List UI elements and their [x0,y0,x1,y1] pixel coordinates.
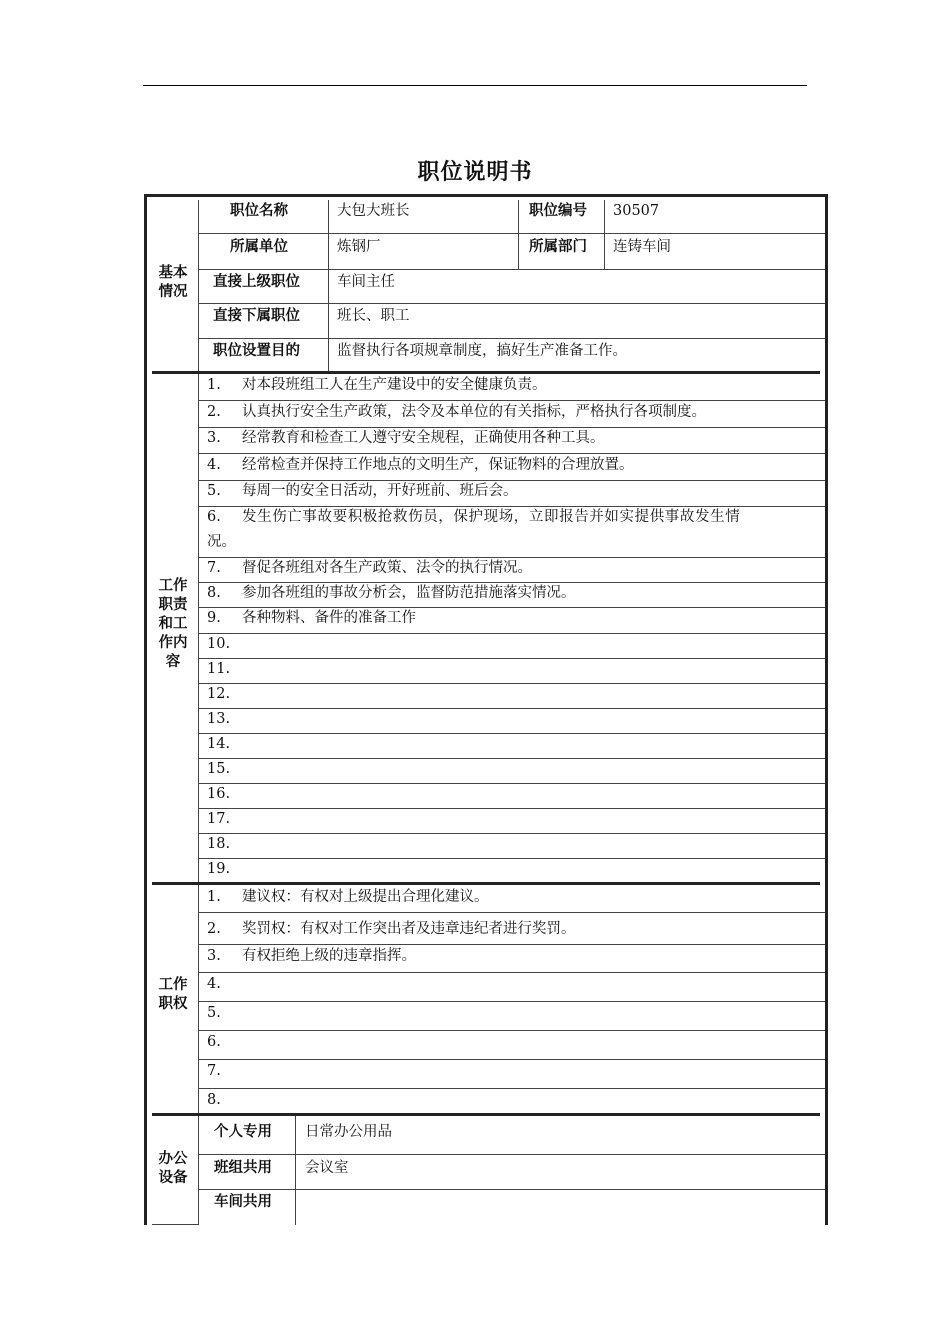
row-divider [198,808,825,809]
unit-value: 炼钢厂 [337,239,381,255]
duty-item [207,634,242,654]
position-name-label: 职位名称 [230,203,288,219]
duty-number: 16. [207,786,231,802]
duty-number: 19. [207,861,231,877]
duty-text: 发生伤亡事故要积极抢救伤员，保护现场，立即报告并如实提供事故发生情 [242,509,741,525]
duty-number: 13. [207,711,231,727]
duty-text-continued: 况。 [207,534,236,550]
table-top-border [144,194,828,197]
duty-text: 对本段班组工人在生产建设中的安全健康负责。 [242,377,547,393]
row-divider [198,303,825,304]
authority-number: 7. [207,1063,221,1079]
column-divider [604,200,605,269]
section-divider [152,882,820,885]
row-divider [198,633,825,634]
row-divider [198,1001,825,1002]
section-office-label: 办公 设备 [158,1151,188,1186]
unit-label: 所属单位 [230,239,288,255]
personal-label: 个人专用 [214,1124,272,1140]
row-divider [198,338,825,339]
authority-item [207,1061,242,1081]
row-divider [198,972,825,973]
duty-number: 11. [207,661,231,677]
duty-item [207,402,706,422]
authority-item [207,1032,242,1052]
duty-text: 认真执行安全生产政策，法令及本单位的有关指标，严格执行各项制度。 [242,404,706,420]
authority-text: 有权拒绝上级的违章指挥。 [242,948,416,964]
duty-text: 每周一的安全日活动，开好班前、班后会。 [242,483,518,499]
authority-number: 6. [207,1034,221,1050]
authority-number: 8. [207,1092,221,1108]
authority-item [207,974,242,994]
section-basic-label: 基本 情况 [158,265,188,300]
team-label: 班组共用 [214,1160,272,1176]
authority-item [207,1090,242,1110]
duty-number: 12. [207,686,231,702]
duty-number: 2. [207,404,221,420]
duty-item [207,608,416,628]
duty-number: 1. [207,377,221,393]
row-divider [198,912,825,913]
column-divider [518,200,519,269]
duty-item [207,507,740,527]
authority-item [207,946,416,966]
section-column-divider [198,200,199,1225]
duty-number: 4. [207,457,221,473]
row-divider [198,658,825,659]
column-divider [295,1116,296,1225]
row-divider [198,233,825,234]
duty-item [207,481,518,501]
row-divider [198,269,825,270]
table-right-border [825,194,828,1225]
duty-item [207,659,242,679]
row-divider [198,708,825,709]
duty-item [207,734,242,754]
row-divider [198,733,825,734]
duty-number: 5. [207,483,221,499]
superior-label: 直接上级职位 [213,274,300,290]
duty-text: 督促各班组对各生产政策、法令的执行情况。 [242,560,532,576]
duty-number: 10. [207,636,231,652]
duty-number: 8. [207,585,221,601]
table-left-border [144,194,147,1225]
authority-text: 奖罚权：有权对工作突出者及违章违纪者进行奖罚。 [242,921,576,937]
row-divider [198,944,825,945]
authority-number: 1. [207,889,221,905]
duty-number: 17. [207,811,231,827]
duty-item [207,834,242,854]
duty-number: 6. [207,509,221,525]
position-name-value: 大包大班长 [337,203,410,219]
row-divider [198,1154,825,1155]
page-title: 职位说明书 [417,160,533,185]
header-rule [143,85,807,86]
duty-item [207,709,242,729]
duty-item [207,455,634,475]
duty-item [207,375,547,395]
row-divider [198,758,825,759]
duty-item [207,784,242,804]
purpose-label: 职位设置目的 [213,343,300,359]
subordinate-label: 直接下属职位 [213,308,300,324]
duty-item [207,859,242,879]
superior-value: 车间主任 [337,274,395,290]
duty-number: 7. [207,560,221,576]
dept-label: 所属部门 [529,239,587,255]
duty-text: 经常检查并保持工作地点的文明生产，保证物料的合理放置。 [242,457,634,473]
row-divider [198,1189,825,1190]
authority-item [207,919,576,939]
section-authority-label: 工作 职权 [158,977,188,1012]
duty-number: 18. [207,836,231,852]
duty-text: 参加各班组的事故分析会，监督防范措施落实情况。 [242,585,576,601]
purpose-value: 监督执行各项规章制度，搞好生产准备工作。 [337,343,627,359]
duty-number: 3. [207,430,221,446]
duty-number: 15. [207,761,231,777]
duty-item [207,428,605,448]
dept-value: 连铸车间 [613,239,671,255]
authority-number: 5. [207,1005,221,1021]
duty-item [207,558,532,578]
authority-item [207,1003,242,1023]
position-no-label: 职位编号 [529,203,587,219]
authority-number: 2. [207,921,221,937]
section-duties-label: 工作 职责 和工 作内 容 [158,578,188,670]
duty-item [207,759,242,779]
row-divider [198,1030,825,1031]
duty-item [207,809,242,829]
workshop-label: 车间共用 [214,1194,272,1210]
row-divider [198,683,825,684]
personal-value: 日常办公用品 [305,1124,392,1140]
authority-number: 3. [207,948,221,964]
duty-item [207,684,242,704]
section-divider [152,1113,820,1116]
row-divider [198,1059,825,1060]
section-divider [152,371,820,374]
row-divider [152,1224,198,1225]
row-divider [198,783,825,784]
row-divider [198,1088,825,1089]
row-divider [198,400,825,401]
team-value: 会议室 [305,1160,349,1176]
duty-number: 14. [207,736,231,752]
duty-text: 经常教育和检查工人遵守安全规程，正确使用各种工具。 [242,430,605,446]
authority-text: 建议权：有权对上级提出合理化建议。 [242,889,489,905]
duty-text: 各种物料、备件的准备工作 [242,610,416,626]
position-no-value: 30507 [613,203,660,219]
duty-item [207,583,576,603]
subordinate-value: 班长、职工 [337,308,410,324]
duty-number: 9. [207,610,221,626]
row-divider [198,453,825,454]
authority-number: 4. [207,976,221,992]
row-divider [198,858,825,859]
authority-item [207,887,489,907]
row-divider [198,833,825,834]
column-divider [328,200,329,371]
